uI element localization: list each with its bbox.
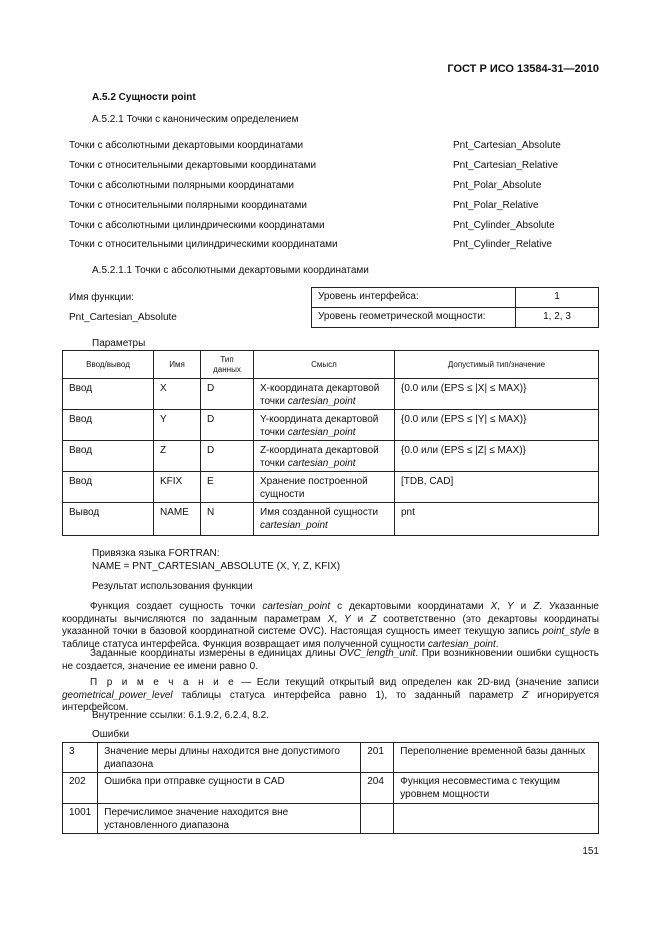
- table-row: [63, 503, 599, 536]
- cell-type: E: [201, 472, 254, 503]
- errors-title: Ошибки: [92, 729, 130, 740]
- cell-meaning: X-координата декартовой точки cartesian_point: [254, 379, 395, 410]
- section-title: А.5.2 Сущности point: [92, 92, 196, 103]
- cell-meaning: Имя созданной сущности cartesian_point: [254, 503, 395, 536]
- error-code: [361, 804, 394, 834]
- col-type: [201, 351, 254, 379]
- col-name: Имя: [154, 351, 201, 379]
- geom-power-label: Уровень геометрической мощности:: [312, 308, 516, 328]
- cell-io: Ввод: [63, 410, 154, 441]
- entity-code: Pnt_Polar_Absolute: [453, 180, 542, 191]
- internal-refs: Внутренние ссылки: 6.1.9.2, 6.2.4, 8.2.: [92, 710, 270, 721]
- parameters-table: [62, 350, 599, 536]
- col-meaning: Смысл: [254, 351, 395, 379]
- error-text: Перечислимое значение находится вне установленного диапазона: [98, 804, 361, 834]
- note-label: П р и м е ч а н и е: [90, 677, 236, 688]
- cell-name: X: [154, 379, 201, 410]
- table-row: [63, 804, 599, 834]
- note-paragraph: П р и м е ч а н и е — Если текущий открытый вид определен как 2D-вид (значение записи geometrical_power_level таблицы статуса интерфейса равно 1), то заданный параметр Z игнорируется интерфейсом.: [62, 677, 600, 713]
- error-text: Переполнение временной базы данных: [394, 743, 599, 773]
- col-type-line1: Тип: [220, 354, 234, 364]
- entity-name: Точки с относительными декартовыми координатами: [69, 160, 317, 171]
- entity-name: Точки с абсолютными цилиндрическими координатами: [69, 220, 325, 231]
- cell-io: Вывод: [63, 503, 154, 536]
- page-number: 151: [582, 846, 599, 857]
- cell-name: KFIX: [154, 472, 201, 503]
- result-title: Результат использования функции: [92, 581, 253, 592]
- interface-level-label: Уровень интерфейса:: [312, 288, 516, 308]
- cell-allowed: {0.0 или (EPS ≤ |Y| ≤ MAX)}: [395, 410, 599, 441]
- cell-name: Y: [154, 410, 201, 441]
- cell-allowed: pnt: [395, 503, 599, 536]
- cell-type: D: [201, 441, 254, 472]
- cell-io: Ввод: [63, 472, 154, 503]
- units-paragraph: Заданные координаты измерены в единицах длины OVC_length_unit. При возникновении ошибки сущность не создается, значение ее имени равно 0.: [62, 648, 599, 672]
- col-io: Ввод/вывод: [63, 351, 154, 379]
- error-text: Значение меры длины находится вне допустимого диапазона: [98, 743, 361, 773]
- table-row: [63, 472, 599, 503]
- error-code: 202: [63, 773, 98, 804]
- table-row: [63, 379, 599, 410]
- table-row: [63, 410, 599, 441]
- entity-name: Точки с абсолютными полярными координатами: [69, 180, 294, 191]
- cell-type: D: [201, 410, 254, 441]
- errors-table: [62, 742, 599, 834]
- function-name: Pnt_Cartesian_Absolute: [69, 312, 177, 323]
- subsubsection-title: А.5.2.1.1 Точки с абсолютными декартовыми координатами: [92, 265, 369, 276]
- entity-code: Pnt_Cartesian_Absolute: [453, 140, 561, 151]
- cell-name: Z: [154, 441, 201, 472]
- params-title: Параметры: [92, 338, 146, 349]
- entity-code: Pnt_Polar_Relative: [453, 200, 539, 211]
- result-paragraph: Функция создает сущность точки cartesian_point с декартовыми координатами X, Y и Z. Указанные координаты вычисляются по заданным параметрам X, Y и Z соответственно (это декартовы координаты указанной точки в базовой координатной системе OVC). Настоящая сущность имеет текущую запись point_style в таблице статуса интерфейса. Функция возвращает имя полученной сущности cartesian_point.: [62, 601, 600, 650]
- error-text: [394, 804, 599, 834]
- error-text: Ошибка при отправке сущности в CAD: [98, 773, 361, 804]
- entity-code: Pnt_Cylinder_Absolute: [453, 220, 555, 231]
- table-row: [63, 441, 599, 472]
- entity-code: Pnt_Cartesian_Relative: [453, 160, 559, 171]
- cell-allowed: [TDB, CAD]: [395, 472, 599, 503]
- col-type-line2: данных: [213, 364, 241, 374]
- subsection-title: А.5.2.1 Точки с каноническим определением: [92, 114, 299, 125]
- cell-meaning: Хранение построенной сущности: [254, 472, 395, 503]
- function-label: Имя функции:: [69, 292, 134, 303]
- error-text: Функция несовместима с текущим уровнем мощности: [394, 773, 599, 804]
- cell-meaning: Y-координата декартовой точки cartesian_point: [254, 410, 395, 441]
- cell-meaning: Z-координата декартовой точки cartesian_point: [254, 441, 395, 472]
- error-code: 1001: [63, 804, 98, 834]
- error-code: 3: [63, 743, 98, 773]
- cell-name: NAME: [154, 503, 201, 536]
- interface-level-value: 1: [516, 288, 599, 308]
- fortran-code: NAME = PNT_CARTESIAN_ABSOLUTE (X, Y, Z, KFIX): [92, 561, 341, 572]
- entity-code: Pnt_Cylinder_Relative: [453, 239, 552, 250]
- cell-io: Ввод: [63, 441, 154, 472]
- entity-name: Точки с относительными цилиндрическими координатами: [69, 239, 338, 250]
- cell-io: Ввод: [63, 379, 154, 410]
- cell-type: D: [201, 379, 254, 410]
- error-code: 201: [361, 743, 394, 773]
- cell-allowed: {0.0 или (EPS ≤ |Z| ≤ MAX)}: [395, 441, 599, 472]
- entity-name: Точки с абсолютными декартовыми координатами: [69, 140, 304, 151]
- table-row: [63, 773, 599, 804]
- interface-level-table: [311, 287, 599, 328]
- entity-name: Точки с относительными полярными координатами: [69, 200, 307, 211]
- fortran-label: Привязка языка FORTRAN:: [92, 548, 220, 559]
- geom-power-value: 1, 2, 3: [516, 308, 599, 328]
- error-code: 204: [361, 773, 394, 804]
- cell-type: N: [201, 503, 254, 536]
- document-header: ГОСТ Р ИСО 13584-31—2010: [447, 63, 599, 75]
- cell-allowed: {0.0 или (EPS ≤ |X| ≤ MAX)}: [395, 379, 599, 410]
- col-allowed: Допустимый тип/значение: [395, 351, 599, 379]
- table-row: [63, 743, 599, 773]
